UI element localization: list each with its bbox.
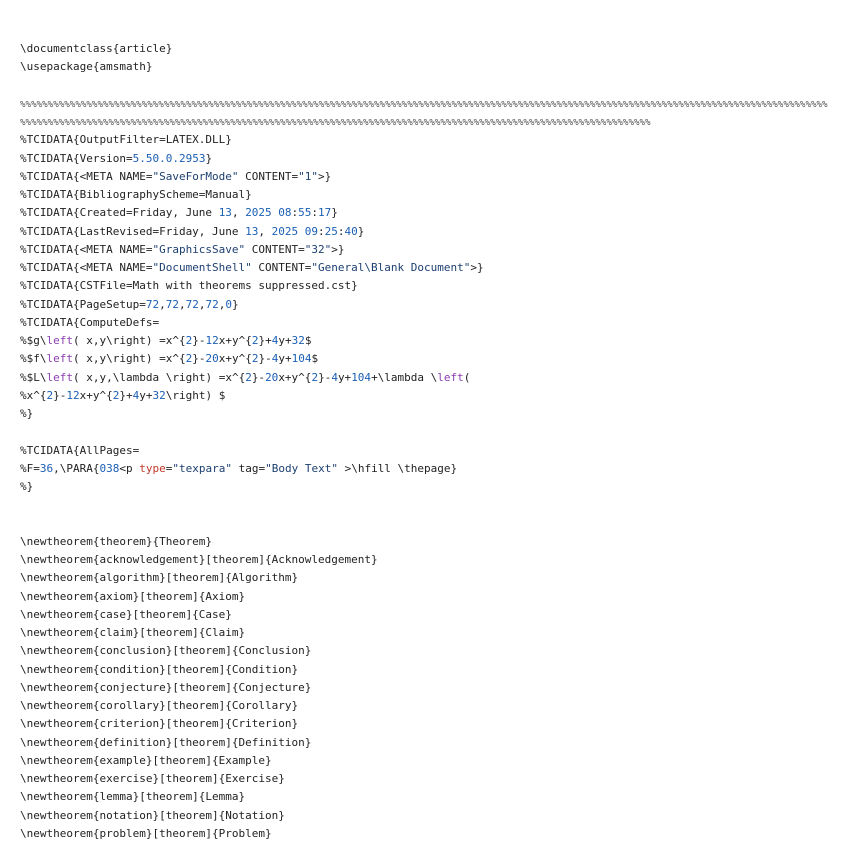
code-token: 4 xyxy=(331,370,338,384)
code-token: "SaveForMode" xyxy=(152,169,239,183)
code-token: >} xyxy=(470,261,484,274)
code-token: 104 xyxy=(291,352,312,366)
code-token: \newtheorem{example}[theorem]{Example} xyxy=(20,753,272,767)
code-line xyxy=(20,715,828,733)
code-token: $ xyxy=(304,334,312,347)
code-token: 17 xyxy=(318,206,332,220)
code-line xyxy=(20,314,828,332)
code-token: \newtheorem{corollary}[theorem]{Corollary} xyxy=(20,699,299,712)
code-token: %TCIDATA{OutputFilter=LATEX.DLL} xyxy=(20,133,232,147)
code-token: } xyxy=(357,224,365,238)
code-line xyxy=(20,204,828,222)
code-token: 12 xyxy=(205,334,219,347)
code-line xyxy=(20,734,828,752)
code-token: 13 xyxy=(245,224,259,238)
code-token: }- xyxy=(251,370,266,384)
code-token: $ xyxy=(311,352,319,366)
code-token: "General\Blank Document" xyxy=(311,261,471,274)
code-line xyxy=(20,405,828,423)
code-content[interactable] xyxy=(20,40,828,843)
code-token: }- xyxy=(258,352,272,366)
code-token: %$L\ xyxy=(20,370,47,384)
code-line xyxy=(20,296,828,314)
code-token: \newtheorem{conjecture}[theorem]{Conjecture} xyxy=(20,680,312,694)
code-token: 72 xyxy=(145,297,160,311)
code-token: \newtheorem{acknowledgement}[theorem]{Acknowledgement} xyxy=(20,553,378,566)
code-token: 72 xyxy=(185,297,199,311)
code-token: +\lambda \ xyxy=(371,370,438,384)
code-token: , xyxy=(258,224,272,238)
code-token: 038 xyxy=(99,461,120,475)
code-token: : xyxy=(318,224,325,238)
code-token: y+ xyxy=(278,352,292,366)
code-token: x+y^{ xyxy=(218,352,252,366)
code-token: >} xyxy=(318,169,332,183)
code-token: %TCIDATA{<META NAME= xyxy=(20,169,153,183)
code-token: \newtheorem{problem}[theorem]{Problem} xyxy=(20,826,272,840)
code-token: %} xyxy=(20,407,34,420)
code-line xyxy=(20,770,828,788)
code-token: 4 xyxy=(271,352,279,366)
code-line xyxy=(20,569,828,587)
code-token: 2 xyxy=(245,370,252,384)
code-token: 2 xyxy=(251,334,259,347)
code-token: left xyxy=(46,352,73,366)
code-line xyxy=(20,58,828,76)
code-token: CONTENT= xyxy=(245,242,305,256)
code-token: 25 xyxy=(324,224,338,238)
code-token: CONTENT= xyxy=(238,169,299,183)
code-line xyxy=(20,241,828,259)
code-token: %x^{ xyxy=(20,388,47,402)
code-line xyxy=(20,40,828,58)
code-line xyxy=(20,113,828,131)
code-token: } xyxy=(331,206,338,220)
code-token: 0 xyxy=(225,297,232,311)
code-line xyxy=(20,551,828,569)
code-token: \newtheorem{axiom}[theorem]{Axiom} xyxy=(20,589,246,603)
code-line xyxy=(20,642,828,660)
code-token: %TCIDATA{AllPages= xyxy=(20,443,140,457)
code-token: \newtheorem{conclusion}[theorem]{Conclusion} xyxy=(20,644,312,658)
code-line xyxy=(20,606,828,624)
code-token: "32" xyxy=(304,242,332,256)
code-token: \newtheorem{notation}[theorem]{Notation} xyxy=(20,808,285,822)
code-token: \newtheorem{theorem}{Theorem} xyxy=(20,534,213,548)
code-token: %TCIDATA{LastRevised=Friday, June xyxy=(20,224,246,238)
code-token: \usepackage{amsmath} xyxy=(20,60,153,74)
code-token: 4 xyxy=(271,334,279,347)
code-token: 2 xyxy=(185,352,193,366)
code-token: y+ xyxy=(337,370,352,384)
code-line xyxy=(20,533,828,551)
code-token: 4 xyxy=(132,388,140,402)
code-line xyxy=(20,588,828,606)
code-token: , xyxy=(198,297,206,311)
code-token: : xyxy=(291,206,299,220)
code-token: \newtheorem{algorithm}[theorem]{Algorithm} xyxy=(20,571,299,585)
code-token: 2 xyxy=(185,334,193,347)
code-token: %F= xyxy=(20,461,40,475)
code-line xyxy=(20,624,828,642)
code-token: %} xyxy=(20,480,34,493)
code-token: %TCIDATA{CSTFile=Math with theorems suppressed.cst} xyxy=(20,279,358,293)
code-token: %TCIDATA{<META NAME= xyxy=(20,261,153,274)
code-token: , xyxy=(218,297,226,311)
code-line xyxy=(20,387,828,405)
code-token: "DocumentShell" xyxy=(152,261,252,274)
code-token: left xyxy=(46,370,73,384)
code-token: %TCIDATA{ComputeDefs= xyxy=(20,315,160,329)
code-token: }+ xyxy=(258,334,272,347)
code-token: 72 xyxy=(165,297,179,311)
code-token: \right) $ xyxy=(165,388,226,402)
code-token: : xyxy=(337,224,345,238)
code-line xyxy=(20,350,828,368)
code-token: \newtheorem{exercise}[theorem]{Exercise} xyxy=(20,772,285,785)
code-line xyxy=(20,168,828,186)
code-token: \documentclass{article} xyxy=(20,42,173,55)
code-line xyxy=(20,752,828,770)
code-token: , xyxy=(159,297,166,311)
code-token: } xyxy=(205,151,213,165)
code-token: CONTENT= xyxy=(251,261,312,274)
code-token: 2 xyxy=(311,370,319,384)
code-token: 13 xyxy=(218,206,232,220)
code-token: %$g\ xyxy=(20,334,47,347)
code-line xyxy=(20,460,828,478)
code-line xyxy=(20,679,828,697)
code-line xyxy=(20,223,828,241)
code-token: 20 xyxy=(205,352,219,366)
code-token: 40 xyxy=(344,224,358,238)
code-token: "Body Text" xyxy=(265,461,338,475)
code-token: 2025 09 xyxy=(271,224,319,238)
code-line xyxy=(20,825,828,843)
code-line xyxy=(20,515,828,533)
code-token: ( x,y\right) =x^{ xyxy=(73,352,186,366)
code-line xyxy=(20,95,828,113)
code-token: , xyxy=(231,206,246,220)
code-line xyxy=(20,369,828,387)
code-line xyxy=(20,661,828,679)
code-token: %TCIDATA{<META NAME= xyxy=(20,242,153,256)
code-token: x+y^{ xyxy=(218,334,252,347)
code-token: ( x,y,\lambda \right) =x^{ xyxy=(73,370,246,384)
code-line xyxy=(20,478,828,496)
code-line xyxy=(20,788,828,806)
code-token: 104 xyxy=(351,370,372,384)
code-token: 2 xyxy=(251,352,259,366)
code-token: \newtheorem{condition}[theorem]{Condition} xyxy=(20,662,299,676)
code-line xyxy=(20,77,828,95)
code-token: "1" xyxy=(298,169,319,183)
code-token: 2 xyxy=(46,388,54,402)
code-token: left xyxy=(437,370,464,384)
code-token: }- xyxy=(318,370,332,384)
code-token: ( x,y\right) =x^{ xyxy=(73,334,186,347)
code-token: 2025 08 xyxy=(245,206,292,220)
code-token: , xyxy=(178,297,186,311)
code-line xyxy=(20,496,828,514)
code-token: }- xyxy=(192,352,206,366)
code-token: %%%%%%%%%%%%%%%%%%%%%%%%%%%%%%%%%%%%%%%%%%%%%%%%%%%%%%%%%%%%%%%%%%%%%%%%%%%%%%%%%%%%%%%%%%%%%%%%%%%%%%%%%%%%%%%%%% xyxy=(20,117,651,128)
code-token: x+y^{ xyxy=(79,388,113,402)
code-token: left xyxy=(46,334,73,347)
code-token: 32 xyxy=(152,388,166,402)
code-token: 72 xyxy=(205,297,219,311)
code-token: 12 xyxy=(66,388,80,402)
code-token: ( xyxy=(463,370,471,384)
code-token: 32 xyxy=(291,334,305,347)
code-token: "texpara" xyxy=(172,461,232,475)
code-token: <p xyxy=(119,461,140,475)
code-token: 5.50.0.2953 xyxy=(132,151,206,165)
code-token: 36 xyxy=(39,461,54,475)
code-token: tag= xyxy=(231,461,266,475)
code-line xyxy=(20,259,828,277)
code-token: \newtheorem{case}[theorem]{Case} xyxy=(20,607,232,621)
code-line xyxy=(20,277,828,295)
code-token: %TCIDATA{Created=Friday, June xyxy=(20,206,219,220)
code-line xyxy=(20,807,828,825)
code-token: } xyxy=(231,297,239,311)
code-token: 55 xyxy=(298,206,312,220)
code-token: ,\PARA{ xyxy=(53,461,100,475)
code-token: >\hfill \thepage} xyxy=(337,461,458,475)
code-line xyxy=(20,442,828,460)
code-token: %$f\ xyxy=(20,352,47,366)
code-line xyxy=(20,332,828,350)
code-token: : xyxy=(311,206,319,220)
code-token: }- xyxy=(53,388,67,402)
code-token: 20 xyxy=(265,370,279,384)
code-token: = xyxy=(165,461,173,475)
code-token: \newtheorem{criterion}[theorem]{Criterion} xyxy=(20,717,299,731)
code-token: type xyxy=(139,461,166,475)
code-token: %TCIDATA{BibliographyScheme=Manual} xyxy=(20,188,252,201)
code-token: %TCIDATA{PageSetup= xyxy=(20,297,146,311)
code-token: }+ xyxy=(119,388,133,402)
code-line xyxy=(20,150,828,168)
code-token: %TCIDATA{Version= xyxy=(20,151,133,165)
code-token: \newtheorem{definition}[theorem]{Definition} xyxy=(20,735,312,749)
code-token: 2 xyxy=(112,388,120,402)
code-token: y+ xyxy=(139,388,153,402)
code-line xyxy=(20,697,828,715)
code-token: "GraphicsSave" xyxy=(152,242,246,256)
code-line xyxy=(20,423,828,441)
code-token: x+y^{ xyxy=(278,370,312,384)
code-token: \newtheorem{claim}[theorem]{Claim} xyxy=(20,626,246,639)
code-token: %%%%%%%%%%%%%%%%%%%%%%%%%%%%%%%%%%%%%%%%%%%%%%%%%%%%%%%%%%%%%%%%%%%%%%%%%%%%%%%%%%%%%%%%%%%%%%%%%%%%%%%%%%%%%%%%%%%%%%%%%%%%%%%%%%%%%%%%%%%%%%%%%% xyxy=(20,98,828,110)
code-token: }- xyxy=(192,334,206,347)
code-token: y+ xyxy=(278,334,292,347)
code-line xyxy=(20,186,828,204)
code-line xyxy=(20,131,828,149)
code-token: \newtheorem{lemma}[theorem]{Lemma} xyxy=(20,790,246,804)
code-token: >} xyxy=(331,242,345,256)
